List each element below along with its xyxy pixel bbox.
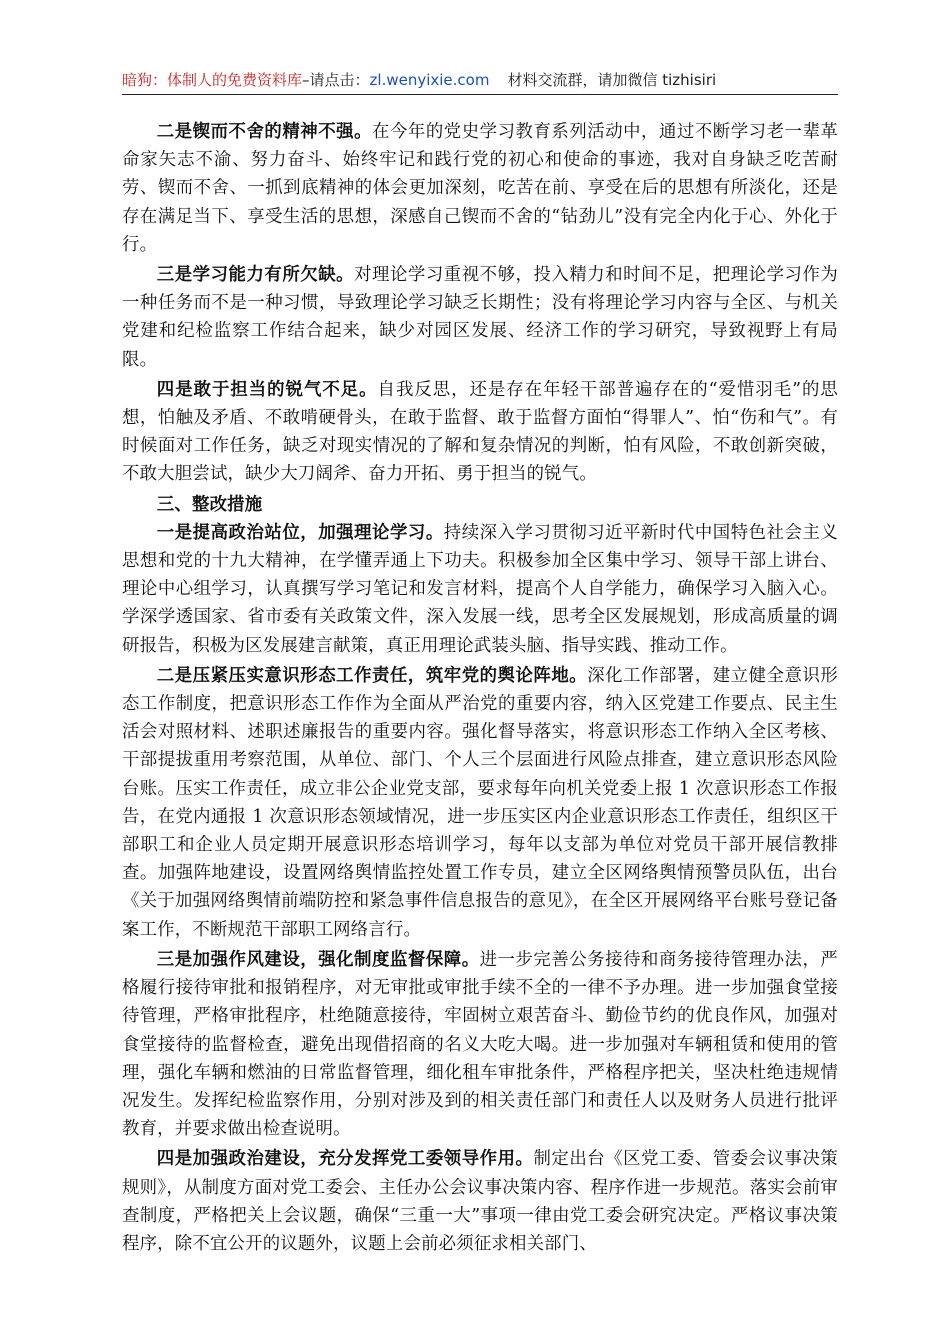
paragraph-text: 进一步完善公务接待和商务接待管理办法，严格履行接待审批和报销程序，对无审批或审批手续不全的一律不予办理。进一步加强食堂接待管理，严格审批程序，杜绝随意接待，牢固树立艰苦奋斗、勤俭节约的优良作风，加强对食堂接待的监督检查，避免出现借招商的名义大吃大喝。进一步加强对车辆租赁和使用的管理，强化车辆和燃油的日常监督管理，细化租车审批条件，严格程序把关，坚决杜绝违规情况发生。发挥纪检监察作用，分别对涉及到的相关责任部门和责任人以及财务人员进行批评教育，并要求做出检查说明。 xyxy=(122,949,838,1140)
document-body xyxy=(122,118,838,1258)
paragraph-lead: 四是敢于担当的锐气不足。 xyxy=(156,379,378,400)
paragraph-political-building xyxy=(122,1145,838,1258)
paragraph-text: 持续深入学习贯彻习近平新时代中国特色社会主义思想和党的十九大精神，在学懂弄通上下功夫。积极参加全区集中学习、领导干部上讲台、理论中心组学习，认真撰写学习笔记和发言材料，提高个人自学能力，确保学习入脑入心。学深学透国家、省市委有关政策文件，深入发展一线，思考全区发展规划，形成高质量的调研报告，积极为区发展建言献策，真正用理论武装头脑、指导实践、推动工作。 xyxy=(122,522,838,656)
paragraph-text: 自我反思，还是存在年轻干部普遍存在的“爱惜羽毛”的思想，怕触及矛盾、不敢啃硬骨头，在敢于监督、敢于监督方面怕“得罪人”、怕“伤和气”。有时候面对工作任务，缺乏对现实情况的了解和复杂情况的判断，怕有风险，不敢创新突破，不敢大胆尝试，缺少大刀阔斧、奋力开拓、勇于担当的锐气。 xyxy=(122,379,839,485)
paragraph-text: 对理论学习重视不够，投入精力和时间不足，把理论学习作为一种任务而不是一种习惯，导致理论学习缺乏长期性；没有将理论学习内容与全区、与机关党建和纪检监察工作结合起来，缺少对园区发展、经济工作的学习研究，导致视野上有局限。 xyxy=(122,265,839,370)
paragraph-lead: 二是锲而不舍的精神不强。 xyxy=(156,122,373,142)
paragraph-lead: 三是加强作风建设，强化制度监督保障。 xyxy=(156,949,480,970)
paragraph-text: 在今年的党史学习教育系列活动中，通过不断学习老一辈革命家矢志不渝、努力奋斗、始终牢记和践行党的初心和使命的事迹，我对自身缺乏吃苦耐劳、锲而不舍、一抓到底精神的体会更加深刻，吃苦在前、享受在后的思想有所淡化，还是存在满足当下、享受生活的思想，深感自己锲而不舍的“钻劲儿”没有完全内化于心、外化于行。 xyxy=(122,122,839,255)
paragraph-ideology-responsibility xyxy=(122,662,838,944)
paragraph-lead: 一是提高政治站位，加强理论学习。 xyxy=(156,522,444,543)
paragraph-learning-ability xyxy=(122,261,838,374)
paragraph-text: 深化工作部署，建立健全意识形态工作制度，把意识形态工作作为全面从严治党的重要内容，纳入区党建工作要点、民主生活会对照材料、述职述廉报告的重要内容。强化督导落实，将意识形态工作纳入全区考核、干部提拔重用考察范围，从单位、部门、个人三个层面进行风险点排查，建立意识形态风险台账。压实工作责任，成立非公企业党支部，要求每年向机关党委上报 1 次意识形态工作报告，在党内通报 1 次意识形态领域情况，进一步压实区内企业意识形态工作责任，组织区干部职工和企业人员定期开展意识形态培训学习，每年以支部为单位对党员干部开展信教排查。加强阵地建设，设置网络舆情监控处置工作专员，建立全区网络舆情预警员队伍，出台《关于加强网络舆情前端防控和紧急事件信息报告的意见》，在全区开展网络平台账号登记备案工作，不断规范干部职工网络言行。 xyxy=(122,665,838,940)
header-group-text: 材料交流群，请加微信 tizhisiri xyxy=(507,71,717,89)
header-click-prompt: –请点击： xyxy=(302,71,370,89)
paragraph-courage xyxy=(122,376,838,489)
paragraph-lead: 四是加强政治建设，充分发挥党工委领导作用。 xyxy=(156,1149,534,1170)
paragraph-political-stance xyxy=(122,519,838,660)
page-header xyxy=(122,66,838,95)
header-brand: 暗狗：体制人的免费资料库 xyxy=(122,71,303,89)
section-heading-rectification: 三、整改措施 xyxy=(156,494,263,515)
paragraph-text: 制定出台《区党工委、管委会议事决策规则》，从制度方面对党工委会、主任办公会议事决策内容、程序作进一步规范。落实会前审查制度，严格把关上会议题，确保“三重一大”事项一律由党工委会研究决定。严格议事决策程序，除不宜公开的议题外，议题上会前必须征求相关部门、 xyxy=(122,1149,839,1254)
paragraph-lead: 三是学习能力有所欠缺。 xyxy=(156,265,355,286)
paragraph-tenacity xyxy=(122,118,838,259)
paragraph-lead: 二是压紧压实意识形态工作责任，筑牢党的舆论阵地。 xyxy=(156,665,588,686)
paragraph-work-style xyxy=(122,946,838,1143)
header-url-link[interactable]: zl.wenyixie.com xyxy=(369,71,490,89)
